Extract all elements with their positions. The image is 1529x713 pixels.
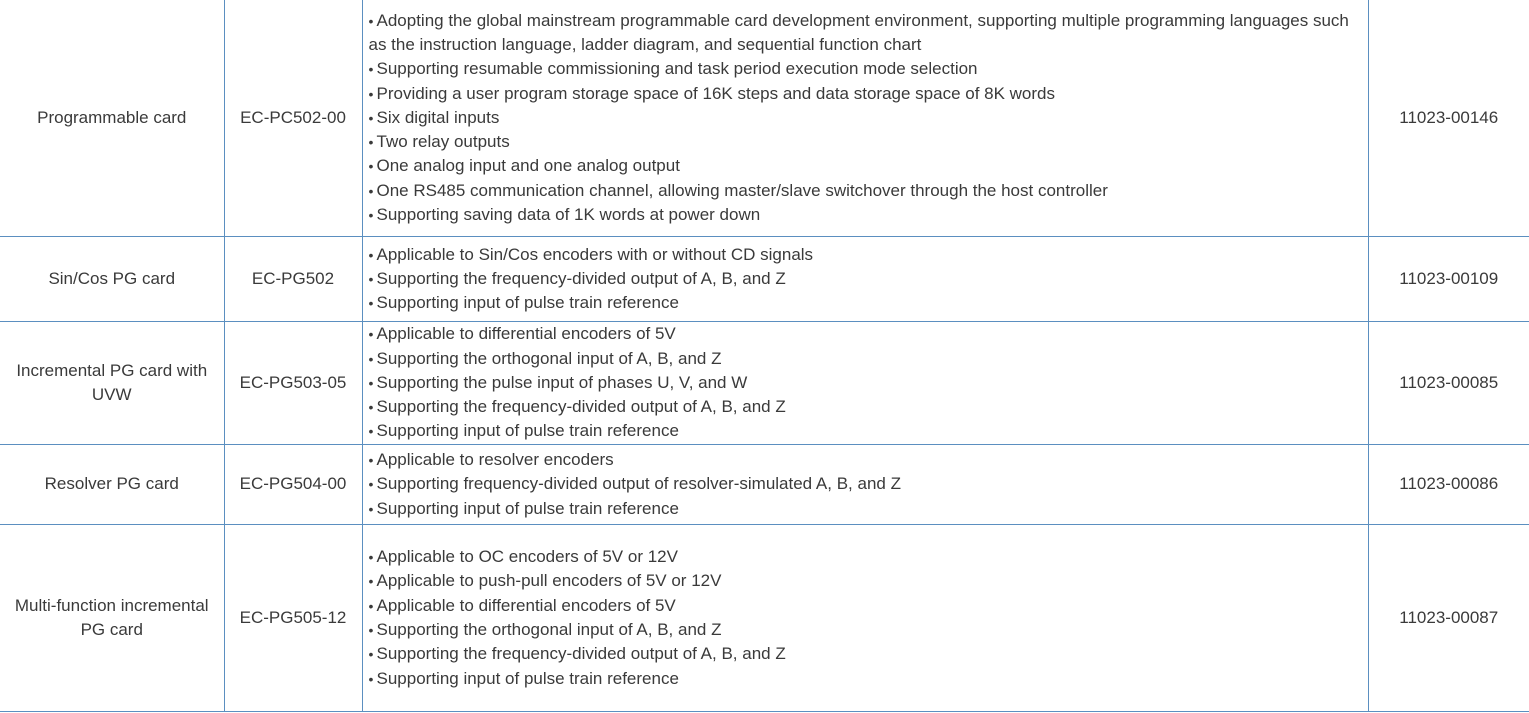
card-name-cell [0,322,224,445]
feature-text: Supporting frequency-divided output of resolver-simulated A, B, and Z [376,474,901,494]
table-row [0,237,1529,322]
feature-text: Supporting input of pulse train reference [376,421,679,441]
feature-item [369,594,1368,618]
bullet-dot-icon: • [368,350,374,367]
bullet-dot-icon: • [368,597,374,614]
card-name: Sin/Cos PG card [48,268,176,288]
feature-text: Supporting saving data of 1K words at power down [376,205,761,225]
feature-list [369,322,1368,443]
feature-item [369,179,1368,203]
feature-text: Providing a user program storage space of 16K steps and data storage space of 8K words [376,83,1056,103]
feature-text: Applicable to differential encoders of 5V [376,324,676,344]
feature-text: Applicable to differential encoders of 5V [376,595,676,615]
feature-text: Two relay outputs [376,132,510,152]
feature-item [369,642,1368,666]
feature-text: Supporting the orthogonal input of A, B, and Z [376,348,722,368]
features-cell [362,445,1368,525]
order-code: 11023-00087 [1399,607,1499,627]
bullet-dot-icon: • [368,109,374,126]
bullet-dot-icon: • [368,452,374,469]
card-name-cell [0,525,224,712]
feature-text: Applicable to Sin/Cos encoders with or without CD signals [376,244,814,264]
card-model: EC-PG503-05 [239,372,347,392]
bullet-dot-icon: • [368,326,374,343]
feature-text: Adopting the global mainstream programmable card development environment, supporting multiple programming languages such as the instruction language, ladder diagram, and sequential function chart [368,10,1349,54]
bullet-dot-icon: • [368,476,374,493]
model-cell [224,0,362,237]
feature-item [369,618,1368,642]
bullet-dot-icon: • [368,573,374,590]
card-name-cell [0,0,224,237]
card-model: EC-PG504-00 [239,474,347,494]
feature-item [369,82,1368,106]
feature-text: Six digital inputs [376,107,500,127]
card-name-cell [0,445,224,525]
bullet-dot-icon: • [368,622,374,638]
model-cell [224,322,362,445]
bullet-dot-icon: • [368,670,374,687]
feature-item [369,667,1368,691]
order-code-cell [1368,237,1529,322]
order-code: 11023-00086 [1399,474,1499,494]
card-name: Programmable card [37,107,187,127]
order-code-cell [1368,0,1529,237]
feature-item [369,322,1368,346]
feature-item [369,267,1368,291]
bullet-dot-icon: • [368,646,374,663]
feature-item [369,291,1368,315]
bullet-dot-icon: • [368,207,374,224]
feature-text: Supporting the frequency-divided output of A, B, and Z [376,268,786,288]
feature-item [369,347,1368,371]
order-code-cell [1368,525,1529,712]
feature-item [369,569,1368,593]
feature-list [369,9,1368,228]
card-name: Incremental PG card with UVW [16,360,208,404]
feature-item [369,497,1368,521]
bullet-dot-icon: • [368,423,374,440]
feature-item [369,243,1368,267]
feature-text: Supporting the pulse input of phases U, V, and W [376,372,748,392]
feature-item [369,419,1368,443]
bullet-dot-icon: • [368,246,374,263]
order-code: 11023-00109 [1399,268,1499,288]
bullet-dot-icon: • [368,158,374,175]
order-code: 11023-00085 [1399,372,1499,392]
feature-text: Supporting the frequency-divided output of A, B, and Z [376,644,786,664]
bullet-dot-icon: • [368,500,374,517]
feature-item [369,371,1368,395]
feature-item [369,472,1368,496]
feature-text: Supporting input of pulse train reference [376,293,679,313]
bullet-dot-icon: • [368,374,374,391]
feature-text: One analog input and one analog output [376,156,680,176]
table-row [0,445,1529,525]
bullet-dot-icon: • [368,295,374,312]
table-row [0,525,1529,712]
bullet-dot-icon: • [368,549,374,566]
feature-item [369,395,1368,419]
card-name: Resolver PG card [44,474,179,494]
feature-text: Supporting resumable commissioning and task period execution mode selection [376,59,978,79]
table-row [0,0,1529,237]
features-cell [362,525,1368,712]
card-model: EC-PG505-12 [239,607,347,627]
bullet-dot-icon: • [368,134,374,151]
bullet-dot-icon: • [368,61,374,78]
feature-text: Applicable to push-pull encoders of 5V or 12V [376,571,722,591]
features-cell [362,0,1368,237]
feature-text: Applicable to resolver encoders [376,450,614,470]
features-cell [362,322,1368,445]
bullet-dot-icon: • [368,85,374,102]
feature-list [369,243,1368,316]
card-model: EC-PC502-00 [240,107,346,127]
feature-text: Supporting input of pulse train reference [376,668,679,688]
feature-list [369,448,1368,521]
order-code-cell [1368,322,1529,445]
bullet-dot-icon: • [368,182,374,199]
feature-text: One RS485 communication channel, allowing master/slave switchover through the host controller [376,180,1108,200]
feature-text: Applicable to OC encoders of 5V or 12V [376,547,678,567]
model-cell [224,525,362,712]
feature-text: Supporting input of pulse train reference [376,498,679,518]
order-code-cell [1368,445,1529,525]
card-model: EC-PG502 [251,268,335,288]
model-cell [224,445,362,525]
feature-item [369,545,1368,569]
card-name-cell [0,237,224,322]
feature-item [369,154,1368,178]
feature-item [369,203,1368,227]
model-cell [224,237,362,322]
bullet-dot-icon: • [368,270,374,287]
feature-item [369,130,1368,154]
feature-text: Supporting the frequency-divided output of A, B, and Z [376,397,786,417]
feature-list [369,545,1368,691]
feature-item [369,9,1368,58]
bullet-dot-icon: • [368,12,374,29]
card-name: Multi-function incremental PG card [14,595,209,639]
feature-item [369,448,1368,472]
table-row [0,322,1529,445]
feature-text: Supporting the orthogonal input of A, B, and Z [376,620,722,639]
feature-item [369,106,1368,130]
features-cell [362,237,1368,322]
feature-item [369,57,1368,81]
bullet-dot-icon: • [368,399,374,416]
order-code: 11023-00146 [1399,107,1499,127]
